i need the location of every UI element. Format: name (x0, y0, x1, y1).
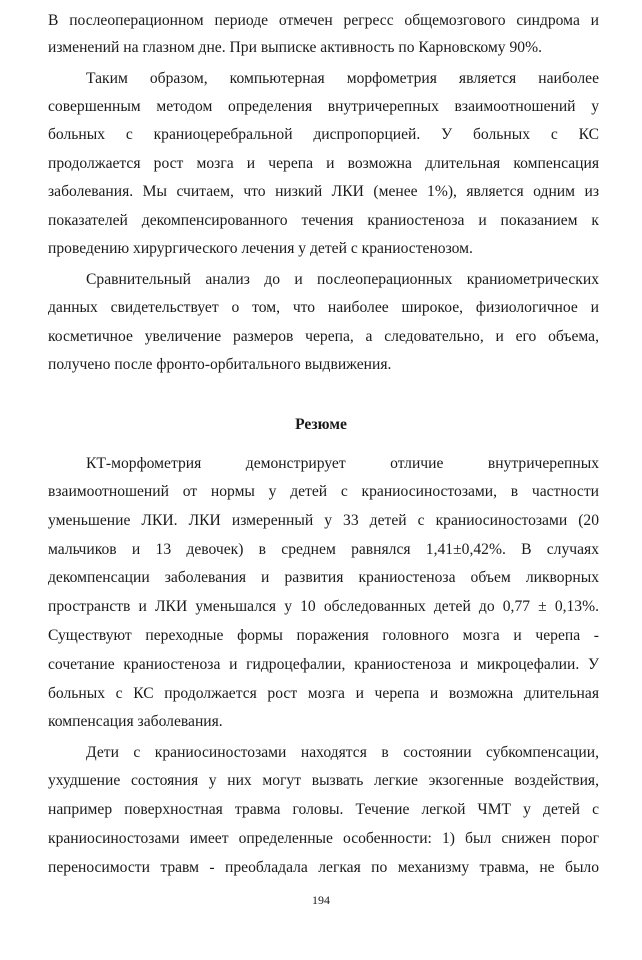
text-line: Сравнительный анализ до и послеоперационных краниометрических (86, 271, 599, 288)
section-title: Резюме (295, 416, 347, 433)
text-line: показателей декомпенсированного течения краниостеноза и показанием к (48, 212, 599, 229)
text-line: Дети с краниосиностозами находятся в состоянии субкомпенсации, (86, 744, 599, 761)
page-number: 194 (312, 893, 330, 907)
text-line: заболевания. Мы считаем, что низкий ЛКИ (менее 1%), является одним из (48, 183, 599, 200)
text-line: данных свидетельствует о том, что наиболее широкое, физиологичное и (48, 299, 599, 316)
text-line: декомпенсации заболевания и развития краниостеноза объем ликворных (48, 569, 599, 586)
text-line: больных с КС продолжается рост мозга и черепа и возможна длительная (48, 685, 599, 702)
text-line: получено после фронто-орбитального выдвижения. (48, 356, 392, 373)
text-line: например поверхностная травма головы. Течение легкой ЧМТ у детей с (48, 801, 599, 818)
text-line: совершенным методом определения внутричерепных взаимоотношений у (48, 98, 599, 115)
text-line: сочетание краниостеноза и гидроцефалии, краниостеноза и микроцефалии. У (48, 656, 599, 673)
text-line: Существуют переходные формы поражения головного мозга и черепа - (48, 627, 599, 644)
text-line: пространств и ЛКИ уменьшался у 10 обследованных детей до 0,77 ± 0,13%. (48, 598, 599, 615)
text-line: больных с краниоцеребральной диспропорцией. У больных с КС (48, 126, 599, 143)
text-line: КТ-морфометрия демонстрирует отличие внутричерепных (86, 455, 599, 472)
text-line: уменьшение ЛКИ. ЛКИ измеренный у 33 детей с краниосиностозами (20 (48, 512, 599, 529)
text-line: краниосиностозами имеет определенные особенности: 1) был снижен порог (48, 830, 599, 847)
text-line: переносимости травм - преобладала легкая по механизму травма, не было (48, 859, 599, 876)
text-line: мальчиков и 13 девочек) в среднем равнялся 1,41±0,42%. В случаях (48, 541, 599, 558)
text-line: ухудшение состояния у них могут вызвать легкие экзогенные воздействия, (48, 772, 599, 789)
text-line: продолжается рост мозга и черепа и возможна длительная компенсация (48, 155, 599, 172)
text-line: взаимоотношений от нормы у детей с краниосиностозами, в частности (48, 483, 599, 500)
text-line: изменений на глазном дне. При выписке активность по Карновскому 90%. (48, 39, 542, 56)
text-line: компенсация заболевания. (48, 713, 223, 730)
text-line: Таким образом, компьютерная морфометрия является наиболее (86, 70, 599, 87)
text-line: В послеоперационном периоде отмечен регресс общемозгового синдрома и (48, 12, 599, 29)
text-line: проведению хирургического лечения у детей с краниостенозом. (48, 240, 473, 257)
text-line: косметичное увеличение размеров черепа, а следовательно, и его объема, (48, 328, 599, 345)
